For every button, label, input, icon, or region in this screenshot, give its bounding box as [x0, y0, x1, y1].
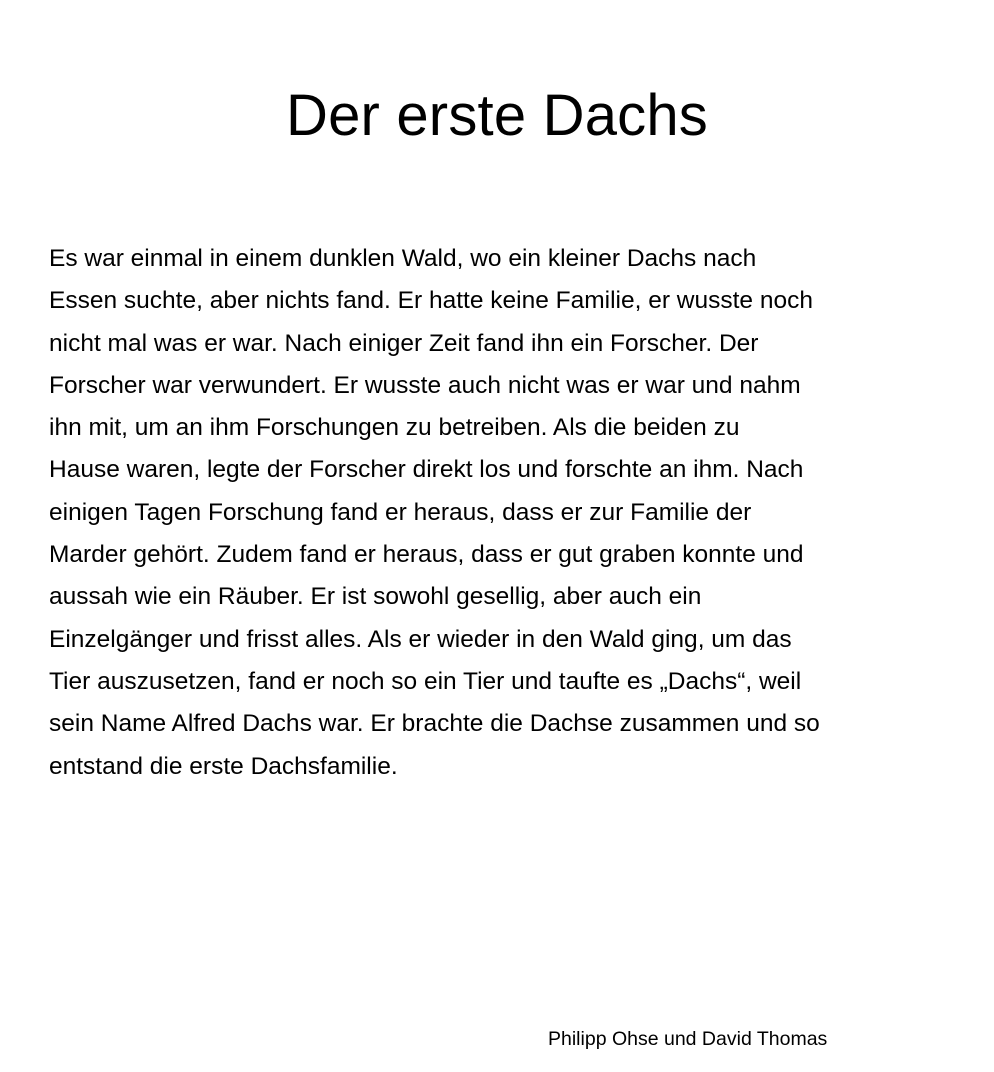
- paragraph-line: Marder gehört. Zudem fand er heraus, dass er gut graben konnte und: [49, 541, 804, 569]
- paragraph-line: einigen Tagen Forschung fand er heraus, dass er zur Familie der: [49, 498, 752, 526]
- author-credit: Philipp Ohse und David Thomas: [548, 1028, 828, 1050]
- paragraph-line: Essen suchte, aber nichts fand. Er hatte keine Familie, er wusste noch: [49, 287, 813, 315]
- paragraph-line: entstand die erste Dachsfamilie.: [49, 752, 398, 780]
- paragraph-line: Einzelgänger und frisst alles. Als er wieder in den Wald ging, um das: [49, 625, 792, 653]
- paragraph-line: Tier auszusetzen, fand er noch so ein Tier und taufte es „Dachs“, weil: [49, 667, 802, 695]
- story-paragraph: [49, 238, 969, 788]
- paragraph-line: nicht mal was er war. Nach einiger Zeit fand ihn ein Forscher. Der: [49, 329, 759, 357]
- paragraph-line: Forscher war verwundert. Er wusste auch nicht was er war und nahm: [49, 371, 801, 399]
- document-title: Der erste Dachs: [285, 83, 709, 148]
- paragraph-line: Es war einmal in einem dunklen Wald, wo ein kleiner Dachs nach: [49, 245, 757, 272]
- paragraph-line: ihn mit, um an ihm Forschungen zu betreiben. Als die beiden zu: [49, 414, 740, 442]
- paragraph-line: sein Name Alfred Dachs war. Er brachte die Dachse zusammen und so: [49, 710, 820, 738]
- paragraph-line: Hause waren, legte der Forscher direkt los und forschte an ihm. Nach: [49, 456, 804, 484]
- paragraph-line: aussah wie ein Räuber. Er ist sowohl gesellig, aber auch ein: [49, 583, 702, 611]
